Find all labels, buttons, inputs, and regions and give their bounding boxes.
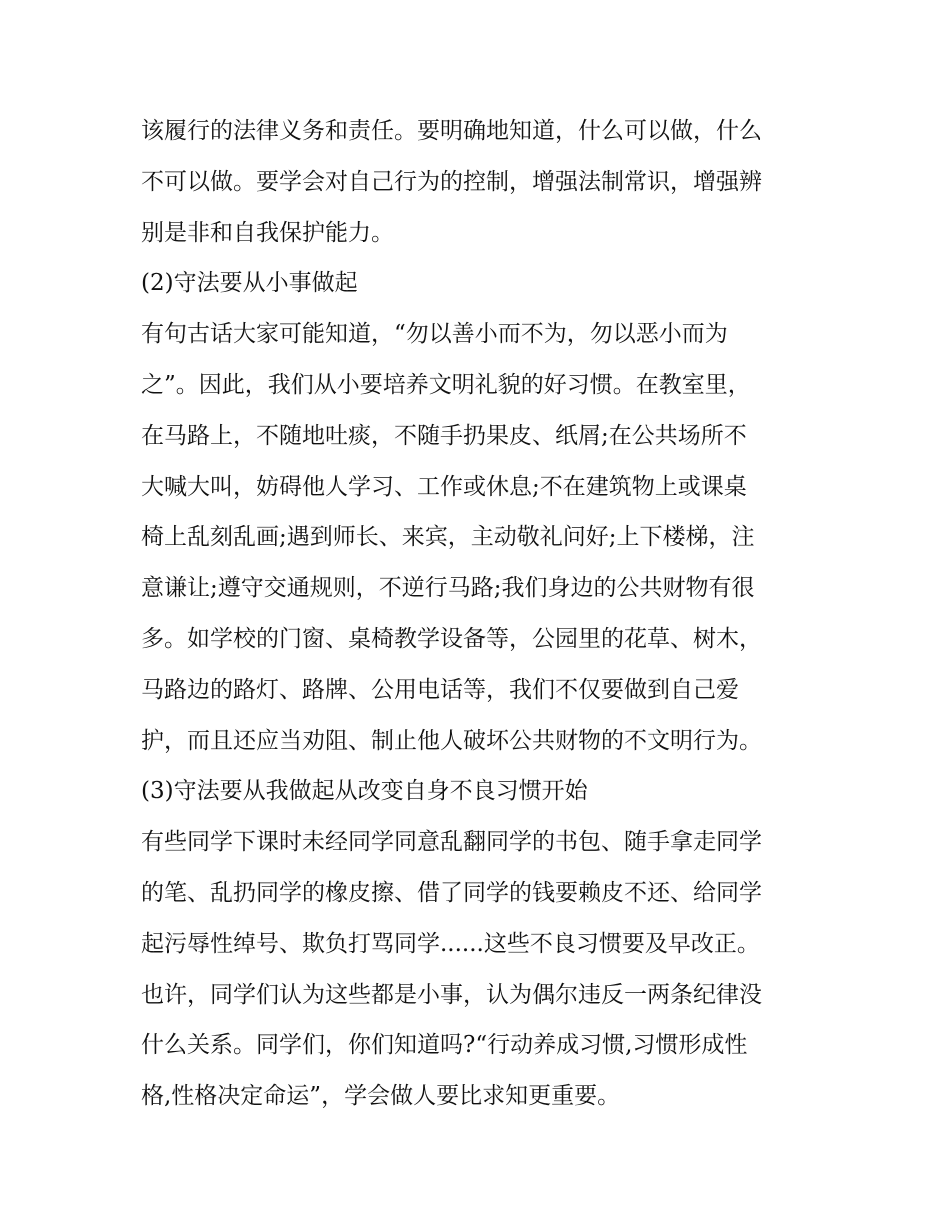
text-line: 别是非和自我保护能力。 bbox=[141, 219, 394, 246]
text-line: 椅上乱刻乱画;遇到师长、来宾，主动敬礼问好;上下楼梯，注 bbox=[141, 524, 755, 551]
body-text bbox=[141, 106, 821, 1122]
text-line: 有些同学下课时未经同学同意乱翻同学的书包、随手拿走同学 bbox=[141, 829, 762, 856]
text-line: 该履行的法律义务和责任。要明确地知道，什么可以做，什么 bbox=[141, 118, 762, 144]
text-line: 大喊大叫，妨碍他人学习、工作或休息;不在建筑物上或课桌 bbox=[141, 473, 747, 500]
text-line: 起污辱性绰号、欺负打骂同学......这些不良习惯要及早改正。 bbox=[141, 930, 760, 957]
text-line: 马路边的路灯、路牌、公用电话等，我们不仅要做到自己爱 bbox=[141, 676, 739, 703]
text-line: 格,性格决定命运”，学会做人要比求知更重要。 bbox=[141, 1083, 621, 1110]
text-line: 不可以做。要学会对自己行为的控制，增强法制常识，增强辨 bbox=[141, 168, 762, 195]
section-heading: (2)守法要从小事做起 bbox=[141, 270, 358, 297]
text-line: 的笔、乱扔同学的橡皮擦、借了同学的钱要赖皮不还、给同学 bbox=[141, 879, 762, 906]
text-line: 什么关系。同学们，你们知道吗?“行动养成习惯,习惯形成性 bbox=[141, 1032, 748, 1059]
text-line: 在马路上，不随地吐痰，不随手扔果皮、纸屑;在公共场所不 bbox=[141, 422, 747, 449]
section-heading: (3)守法要从我做起从改变自身不良习惯开始 bbox=[141, 778, 588, 805]
text-line: 多。如学校的门窗、桌椅教学设备等，公园里的花草、树木， bbox=[141, 625, 762, 652]
text-line: 护，而且还应当劝阻、制止他人破坏公共财物的不文明行为。 bbox=[141, 727, 762, 754]
text-line: 之”。因此，我们从小要培养文明礼貌的好习惯。在教室里， bbox=[141, 371, 751, 398]
text-line: 意谦让;遵守交通规则，不逆行马路;我们身边的公共财物有很 bbox=[141, 575, 755, 602]
text-line: 也许，同学们认为这些都是小事，认为偶尔违反一两条纪律没 bbox=[141, 981, 762, 1008]
text-line: 有句古话大家可能知道，“勿以善小而不为，勿以恶小而为 bbox=[141, 321, 728, 348]
